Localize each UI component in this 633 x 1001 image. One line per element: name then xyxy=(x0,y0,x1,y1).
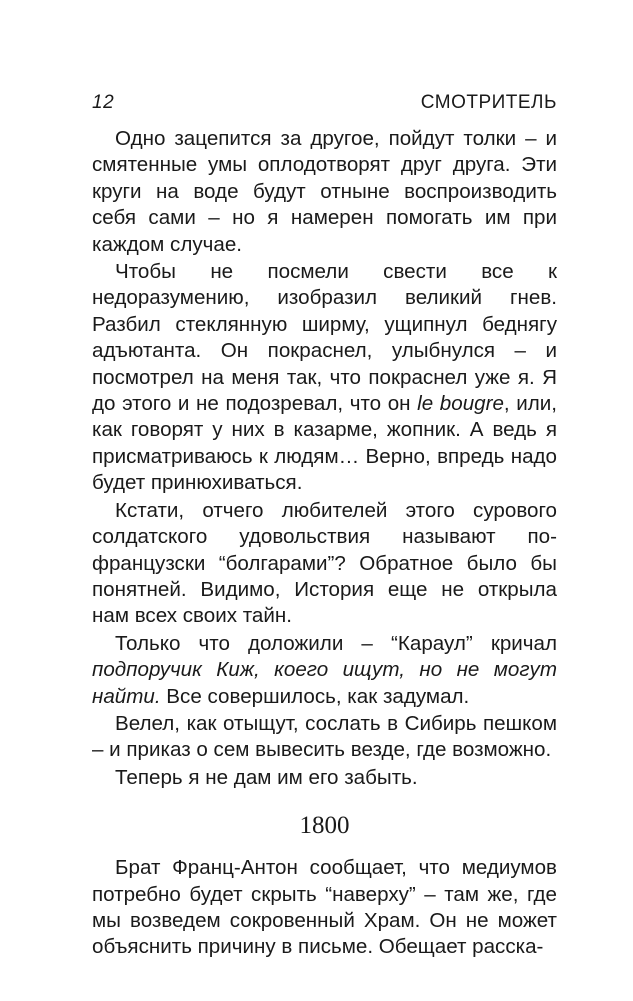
paragraph-2-part-a: Чтобы не посмели свести все к недоразумению, изобразил великий гнев. Разбил стеклянную ширму, ущипнул беднягу адъютанта. Он покраснел, улыбнулся – и посмотрел на меня так, что покраснел уже я. Я до этого и не подозревал, что он xyxy=(92,260,557,416)
page-number: 12 xyxy=(92,92,115,113)
section-date-heading: 1800 xyxy=(299,812,350,840)
paragraph-4-part-b: Все совершилось, как задумал. xyxy=(160,684,470,708)
paragraph-4-italic: подпоручик Киж, коего ищут, но не могут найти. xyxy=(92,658,557,708)
running-header xyxy=(92,88,557,118)
paragraph-4 xyxy=(92,631,557,710)
running-title: СМОТРИТЕЛЬ xyxy=(420,92,557,113)
paragraph-1: Одно зацепится за другое, пойдут толки – и смятенные умы оплодотворят друг друга. Эти круги на воде будут отныне воспроизводить себя сами – но я намерен помогать им при каждом случае. xyxy=(92,127,557,256)
paragraph-7: Брат Франц-Антон сообщает, что медиумов потребно будет скрыть “наверху” – там же, где мы возведем сокровенный Храм. Он не может объяснить причину в письме. Обещает расска- xyxy=(92,856,557,959)
paragraph-3: Кстати, отчего любителей этого сурового солдатского удовольствия называют по-французски “болгарами”? Обратное было бы понятней. Видимо, История еще не открыла нам всех своих тайн. xyxy=(92,498,557,628)
paragraph-2 xyxy=(92,259,557,497)
paragraph-2-italic: le bougre xyxy=(417,392,504,416)
paragraph-6: Теперь я не дам им его забыть. xyxy=(115,765,418,789)
paragraph-4-part-a: Только что доложили – “Караул” кричал xyxy=(115,631,557,655)
body-text xyxy=(92,126,557,961)
paragraph-2-part-b: , или, как говорят у них в казарме, жопник. А ведь я присматриваюсь к людям… Верно, впредь надо будет принюхиваться. xyxy=(92,392,557,495)
paragraph-5: Велел, как отыщут, сослать в Сибирь пешком – и приказ о сем вывесить везде, где возможно. xyxy=(92,711,557,762)
